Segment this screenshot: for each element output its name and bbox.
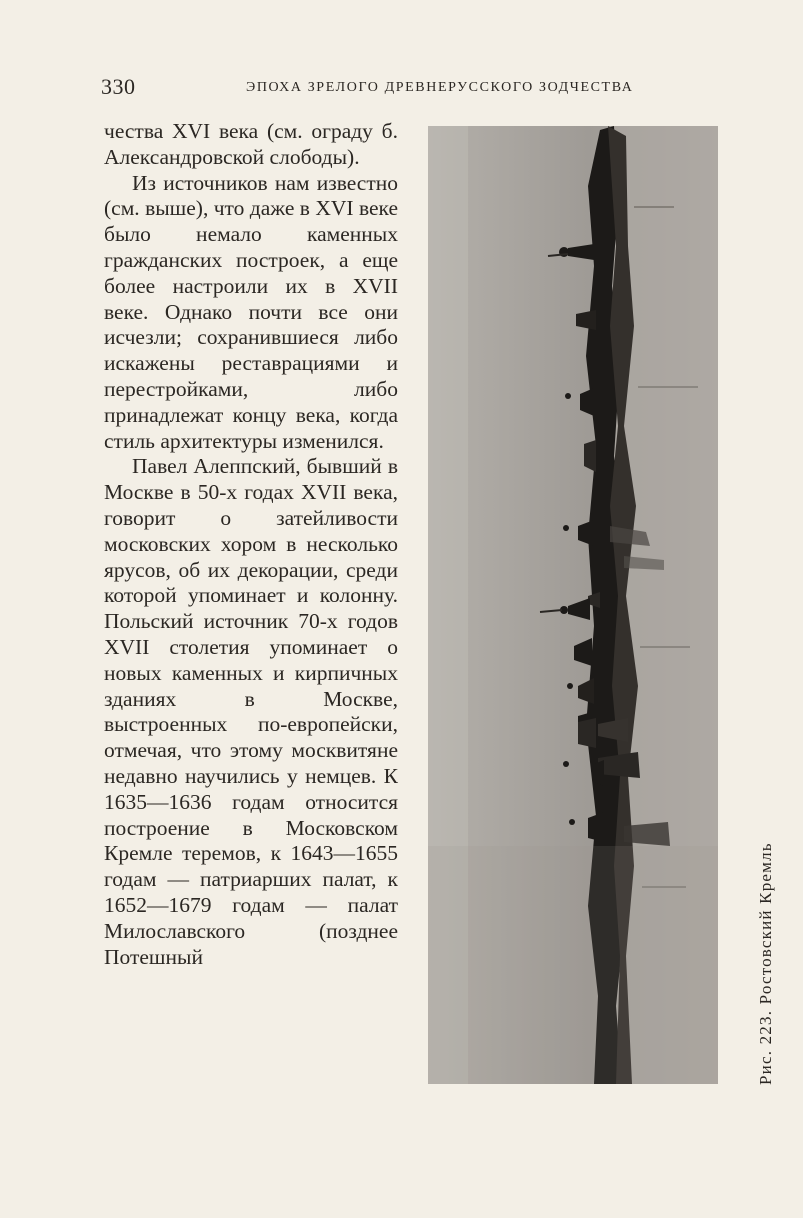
paragraph-3: Павел Алеппский, бывший в Москве в 50-х годах XVII века, говорит о затейливости московских хором в несколько ярусов, об их декорации, среди которой упоминает и колонну. Польский источник 70-х годов XVII столетия упоминает о новых каменных и кирпичных зданиях в Москве, выстроенных по-европейски, отмечая, что этому москвитяне недавно научились у немцев. К 1635—1636 годам относится построение в Московском Кремле теремов, к 1643—1655 годам — патриарших палат, к 1652—1679 годам — палат Милославского (позднее Потешный (104, 454, 398, 969)
figure-photo (428, 126, 718, 1084)
paragraph-2: Из источников нам известно (см. выше), что даже в XVI веке было немало каменных гражданских построек, а еще более настроили их в XVII веке. Однако почти все они исчезли; сохранившиеся либо искажены реставрациями и перестройками, либо принадлежат концу века, когда стиль архитектуры изменился. (104, 170, 398, 453)
body-text (104, 119, 398, 970)
paragraph-1: чества XVI века (см. ограду б. Александровской слободы). (104, 119, 398, 169)
page-number: 330 (101, 74, 136, 99)
rostov-kremlin-photo (428, 126, 718, 1084)
running-head: ЭПОХА ЗРЕЛОГО ДРЕВНЕРУССКОГО ЗОДЧЕСТВА (246, 80, 634, 95)
caption-text: Рис. 223. Ростовский Кремль (756, 842, 775, 1085)
